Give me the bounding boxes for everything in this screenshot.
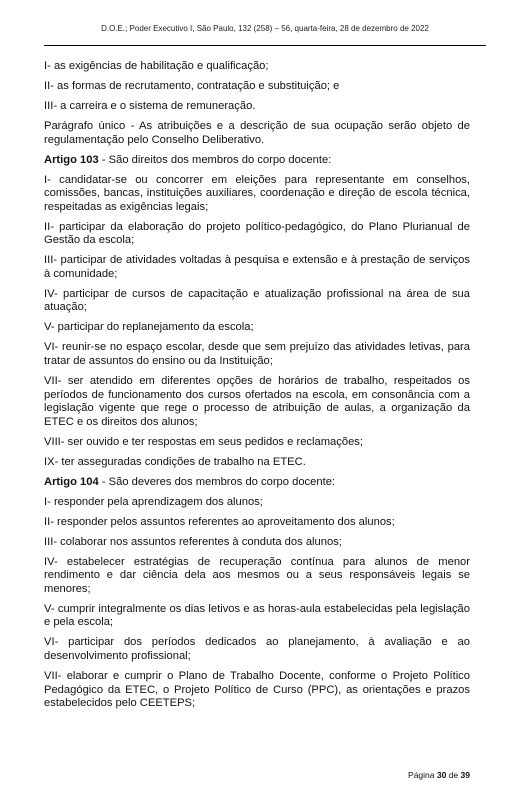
paragraph-item: Parágrafo único - As atribuições e a descrição de sua ocupação serão objeto de regulamentação pelo Conselho Deliberativo.: [44, 119, 470, 146]
paragraph-item: V- participar do replanejamento da escola;: [44, 321, 254, 334]
footer-prefix: Página: [408, 770, 437, 780]
paragraph-item: II- participar da elaboração do projeto político-pedagógico, do Plano Plurianual de Gestão da escola;: [44, 220, 470, 247]
paragraph-item: I- candidatar-se ou concorrer em eleições para representante em conselhos, comissões, bancas, instituições auxiliares, coordenação e direção de escola técnica, respeitadas as exigências legais;: [44, 173, 470, 213]
paragraph-item: III- colaborar nos assuntos referentes à conduta dos alunos;: [44, 535, 342, 548]
document-body: [44, 60, 470, 717]
paragraph-item: IV- participar de cursos de capacitação e atualização profissional na área de sua atuação;: [44, 287, 470, 314]
paragraph-item: VIII- ser ouvido e ter respostas em seus pedidos e reclamações;: [44, 435, 363, 448]
paragraph-item: I- as exigências de habilitação e qualificação;: [44, 60, 269, 72]
article-heading: [44, 154, 470, 168]
paragraph-item: I- responder pela aprendizagem dos alunos;: [44, 495, 263, 508]
total-pages: 39: [460, 770, 470, 780]
paragraph-item: IX- ter asseguradas condições de trabalho na ETEC.: [44, 455, 306, 468]
page-header: D.O.E.; Poder Executivo I, São Paulo, 132 (258) – 56, quarta-feira, 28 de dezembro de 2022: [101, 24, 429, 33]
paragraph-item: VI- reunir-se no espaço escolar, desde que sem prejuízo das atividades letivas, para tratar de assuntos do ensino ou da Instituição;: [44, 341, 470, 367]
article-text: - São deveres dos membros do corpo docente:: [98, 475, 336, 488]
paragraph-item: IV- estabelecer estratégias de recuperação contínua para alunos de menor rendimento e dar ciência dela aos mesmos ou a seus responsáveis legais se menores;: [44, 555, 470, 595]
footer-separator: de: [446, 770, 461, 780]
paragraph-item: III- participar de atividades voltadas à pesquisa e extensão e à prestação de serviços à comunidade;: [44, 254, 470, 280]
article-text: - São direitos dos membros do corpo docente:: [98, 153, 332, 166]
current-page-number: 30: [436, 770, 447, 780]
paragraph-item: VI- participar dos períodos dedicados ao planejamento, à avaliação e ao desenvolvimento profissional;: [44, 636, 470, 662]
paragraph-item: VII- ser atendido em diferentes opções de horários de trabalho, respeitados os períodos de funcionamento dos cursos ofertados na escola, em consonância com a legislação vigente que rege o processo de atribuição de aulas, a organização da ETEC e os direitos dos alunos;: [44, 374, 470, 428]
article-heading: [44, 476, 470, 490]
paragraph-item: VII- elaborar e cumprir o Plano de Trabalho Docente, conforme o Projeto Político Pedagógico da ETEC, o Projeto Político de Curso (PPC), as orientações e prazos estabelecidos pelo CEETEPS;: [44, 669, 470, 710]
article-number: Artigo 104: [44, 475, 99, 488]
paragraph-item: V- cumprir integralmente os dias letivos e as horas-aula estabelecidas pela legislação e pela escola;: [44, 602, 470, 629]
paragraph-item: II- responder pelos assuntos referentes ao aproveitamento dos alunos;: [44, 515, 395, 528]
paragraph-item: II- as formas de recrutamento, contratação e substituição; e: [44, 79, 340, 92]
paragraph-item: III- a carreira e o sistema de remuneração.: [44, 99, 256, 112]
header-divider: [44, 45, 486, 46]
article-number: Artigo 103: [44, 153, 99, 166]
page-footer: [408, 770, 470, 780]
